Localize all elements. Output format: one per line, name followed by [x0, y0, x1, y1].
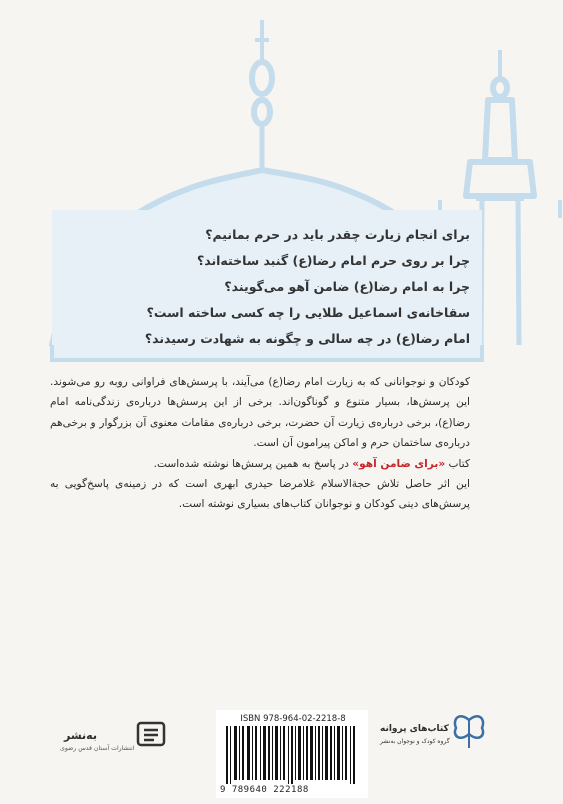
- description-paragraph-2: [50, 454, 470, 474]
- barcode-bars: [226, 726, 358, 784]
- barcode: [216, 710, 368, 798]
- isbn-number: ISBN 978-964-02-2218-8: [240, 714, 346, 724]
- beh-nashr-name: به‌نشر: [64, 729, 97, 742]
- description-text: [50, 372, 470, 515]
- description-paragraph-3: این اثر حاصل تلاش حجة‌الاسلام غلامرضا حیدری ابهری است که در زمینه‌ی پاسخ‌گویی به پرسش‌های دینی کودکان و نوجوانان کتاب‌های بسیاری نوشته است.: [50, 478, 470, 511]
- parvaneh-subtitle: گروه کودک و نوجوان به‌نشر: [380, 738, 450, 745]
- book-word: کتاب: [445, 457, 470, 470]
- publisher-logo-parvaneh: [378, 710, 488, 760]
- beh-nashr-logo-icon: [136, 719, 166, 749]
- paragraph-2-rest: در پاسخ به همین پرسش‌ها نوشته شده‌است.: [153, 457, 353, 470]
- butterfly-logo-icon: [452, 712, 486, 752]
- question-item: برای انجام زیارت چقدر باید در حرم بمانیم؟: [205, 227, 470, 242]
- question-list: [144, 222, 470, 352]
- question-item: امام رضا(ع) در چه سالی و چگونه به شهادت رسیدند؟: [144, 331, 470, 346]
- question-item: چرا به امام رضا(ع) ضامن آهو می‌گویند؟: [224, 279, 470, 294]
- publisher-logo-beh-nashr: [60, 715, 170, 765]
- question-item: سقاخانه‌ی اسماعیل طلایی را چه کسی ساخته است؟: [146, 305, 470, 320]
- question-item: چرا بر روی حرم امام رضا(ع) گنبد ساخته‌اند؟: [196, 253, 470, 268]
- barcode-digits: 9 789640 222188: [220, 785, 309, 795]
- book-title-highlight: «برای ضامن آهو»: [352, 457, 446, 470]
- parvaneh-name: کتاب‌های پروانه: [380, 724, 449, 734]
- beh-nashr-subtitle: انتشارات آستان قدس رضوی: [60, 745, 135, 752]
- description-paragraph-1: کودکان و نوجوانانی که به زیارت امام رضا(ع) می‌آیند، با پرسش‌های فراوانی روبه رو می‌شوند. این پرسش‌ها، بسیار متنوع و گوناگون‌اند. برخی از این پرسش‌ها درباره‌ی زندگی‌نامه امام رضا(ع)، برخی درباره‌ی زیارت آن حضرت، برخی درباره‌ی مقامات معنوی آن بزرگوار و برخی‌هم درباره‌ی ساختمان حرم و اماکن پیرامون آن است.: [50, 376, 470, 450]
